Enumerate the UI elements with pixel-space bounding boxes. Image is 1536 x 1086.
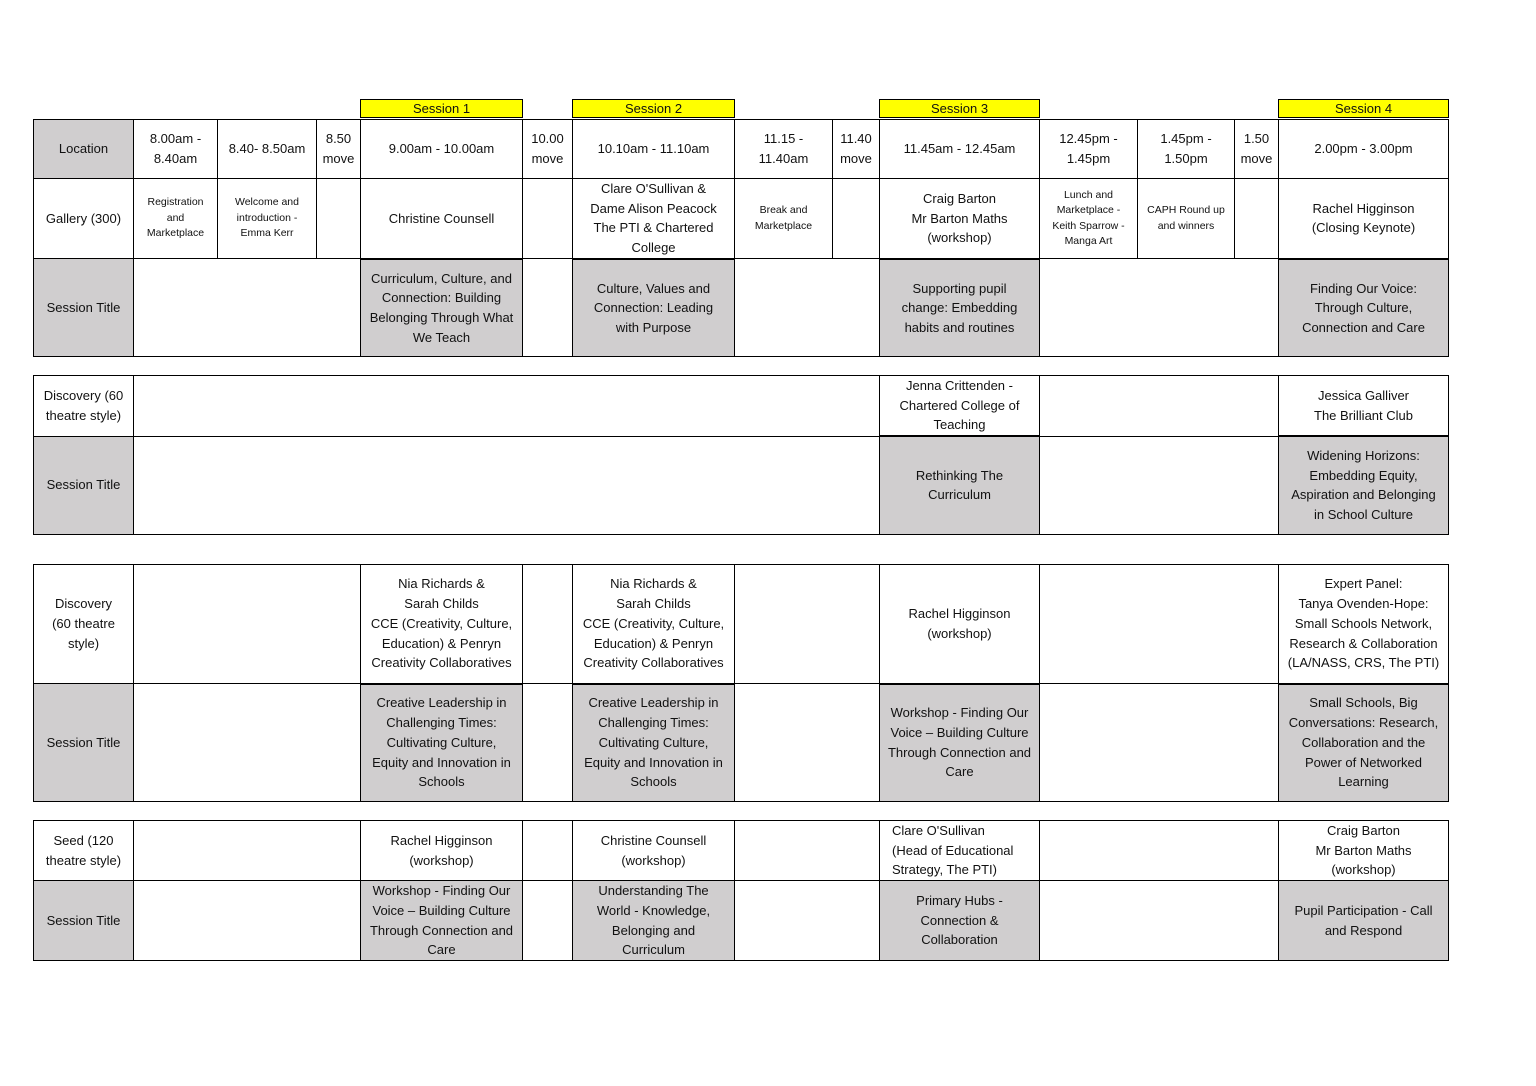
session-title-label: Session Title (34, 259, 134, 357)
session-3-title: Rethinking The Curriculum (880, 436, 1040, 534)
session-2-speaker: Clare O'Sullivan & Dame Alison Peacock The PTI & Chartered College (573, 179, 735, 259)
session-title-label: Session Title (34, 436, 134, 534)
session-1-title: Curriculum, Culture, and Connection: Building Belonging Through What We Teach (361, 259, 523, 357)
time-slot: 10.00 move (523, 120, 573, 179)
empty-cell (735, 565, 880, 684)
empty-cell (1138, 259, 1235, 357)
discovery-1-session-title-row (34, 436, 1449, 534)
discovery-2-row (34, 565, 1449, 684)
location-cell: Discovery (60 theatre style) (34, 565, 134, 684)
time-slot: 11.15 - 11.40am (735, 120, 833, 179)
empty-cell (1235, 259, 1279, 357)
time-header-row (34, 120, 1449, 179)
session-1-speaker: Nia Richards & Sarah Childs CCE (Creativity, Culture, Education) & Penryn Creativity Collaboratives (361, 565, 523, 684)
empty-cell (134, 436, 880, 534)
seed-table (33, 820, 1449, 961)
empty-cell (134, 259, 218, 357)
time-slot: 8.50 move (317, 120, 361, 179)
empty-cell (1040, 821, 1279, 881)
time-slot: 10.10am - 11.10am (573, 120, 735, 179)
session-3-header: Session 3 (879, 99, 1040, 118)
session-4-title: Small Schools, Big Conversations: Research, Collaboration and the Power of Networked Learning (1279, 684, 1449, 802)
session-3-title: Workshop - Finding Our Voice – Building Culture Through Connection and Care (880, 684, 1040, 802)
discovery-2-session-title-row (34, 684, 1449, 802)
gallery-session-title-row (34, 259, 1449, 357)
empty-cell (523, 179, 573, 259)
location-header: Location (34, 120, 134, 179)
welcome-cell: Welcome and introduction - Emma Kerr (218, 179, 317, 259)
registration-cell: Registration and Marketplace (134, 179, 218, 259)
empty-cell (317, 259, 361, 357)
discovery-2-table (33, 564, 1449, 802)
session-2-title: Culture, Values and Connection: Leading with Purpose (573, 259, 735, 357)
session-2-title: Understanding The World - Knowledge, Belonging and Curriculum (573, 881, 735, 961)
session-1-speaker: Rachel Higginson (workshop) (361, 821, 523, 881)
empty-cell (1040, 881, 1279, 961)
time-slot: 11.45am - 12.45am (880, 120, 1040, 179)
seed-session-title-row (34, 881, 1449, 961)
empty-cell (1040, 436, 1279, 534)
session-3-title: Supporting pupil change: Embedding habits and routines (880, 259, 1040, 357)
empty-cell (1040, 259, 1138, 357)
gallery-schedule-table (33, 119, 1449, 357)
empty-cell (833, 179, 880, 259)
session-4-title: Pupil Participation - Call and Respond (1279, 881, 1449, 961)
session-3-speaker: Clare O'Sullivan (Head of Educational Strategy, The PTI) (880, 821, 1040, 881)
time-slot: 8.00am - 8.40am (134, 120, 218, 179)
lunch-cell: Lunch and Marketplace - Keith Sparrow - Manga Art (1040, 179, 1138, 259)
empty-cell (218, 259, 317, 357)
session-4-title: Widening Horizons: Embedding Equity, Aspiration and Belonging in School Culture (1279, 436, 1449, 534)
session-4-speaker: Jessica Galliver The Brilliant Club (1279, 376, 1449, 437)
empty-cell (735, 881, 880, 961)
empty-cell (1235, 179, 1279, 259)
session-3-speaker: Rachel Higginson (workshop) (880, 565, 1040, 684)
time-slot: 12.45pm - 1.45pm (1040, 120, 1138, 179)
empty-cell (134, 565, 361, 684)
empty-cell (1040, 376, 1279, 437)
session-2-speaker: Christine Counsell (workshop) (573, 821, 735, 881)
empty-cell (134, 684, 361, 802)
empty-cell (134, 821, 361, 881)
session-2-title: Creative Leadership in Challenging Times: Cultivating Culture, Equity and Innovation in Schools (573, 684, 735, 802)
empty-cell (523, 565, 573, 684)
discovery-1-row (34, 376, 1449, 437)
session-3-speaker: Jenna Crittenden - Chartered College of Teaching (880, 376, 1040, 437)
time-slot: 1.50 move (1235, 120, 1279, 179)
session-2-speaker: Nia Richards & Sarah Childs CCE (Creativity, Culture, Education) & Penryn Creativity Collaboratives (573, 565, 735, 684)
discovery-1-table (33, 375, 1449, 535)
empty-cell (735, 684, 880, 802)
location-cell: Seed (120 theatre style) (34, 821, 134, 881)
empty-cell (523, 881, 573, 961)
session-3-speaker: Craig Barton Mr Barton Maths (workshop) (880, 179, 1040, 259)
location-cell: Gallery (300) (34, 179, 134, 259)
empty-cell (833, 259, 880, 357)
session-4-speaker: Rachel Higginson (Closing Keynote) (1279, 179, 1449, 259)
empty-cell (317, 179, 361, 259)
time-slot: 2.00pm - 3.00pm (1279, 120, 1449, 179)
empty-cell (1040, 684, 1279, 802)
empty-cell (134, 881, 361, 961)
session-1-title: Workshop - Finding Our Voice – Building Culture Through Connection and Care (361, 881, 523, 961)
empty-cell (523, 684, 573, 802)
time-slot: 9.00am - 10.00am (361, 120, 523, 179)
gallery-row (34, 179, 1449, 259)
time-slot: 8.40- 8.50am (218, 120, 317, 179)
empty-cell (1040, 565, 1279, 684)
session-1-header: Session 1 (360, 99, 523, 118)
empty-cell (523, 259, 573, 357)
location-cell: Discovery (60 theatre style) (34, 376, 134, 437)
session-4-title: Finding Our Voice: Through Culture, Connection and Care (1279, 259, 1449, 357)
empty-cell (523, 821, 573, 881)
session-2-header: Session 2 (572, 99, 735, 118)
session-4-header: Session 4 (1278, 99, 1449, 118)
session-1-title: Creative Leadership in Challenging Times: Cultivating Culture, Equity and Innovation in Schools (361, 684, 523, 802)
empty-cell (735, 821, 880, 881)
time-slot: 11.40 move (833, 120, 880, 179)
session-title-label: Session Title (34, 684, 134, 802)
break-cell: Break and Marketplace (735, 179, 833, 259)
time-slot: 1.45pm - 1.50pm (1138, 120, 1235, 179)
session-title-label: Session Title (34, 881, 134, 961)
empty-cell (134, 376, 880, 437)
session-1-speaker: Christine Counsell (361, 179, 523, 259)
session-4-speaker: Expert Panel: Tanya Ovenden-Hope: Small Schools Network, Research & Collaboration (LA/NASS, CRS, The PTI) (1279, 565, 1449, 684)
empty-cell (735, 259, 833, 357)
session-3-title: Primary Hubs - Connection & Collaboration (880, 881, 1040, 961)
caph-cell: CAPH Round up and winners (1138, 179, 1235, 259)
seed-row (34, 821, 1449, 881)
session-4-speaker: Craig Barton Mr Barton Maths (workshop) (1279, 821, 1449, 881)
